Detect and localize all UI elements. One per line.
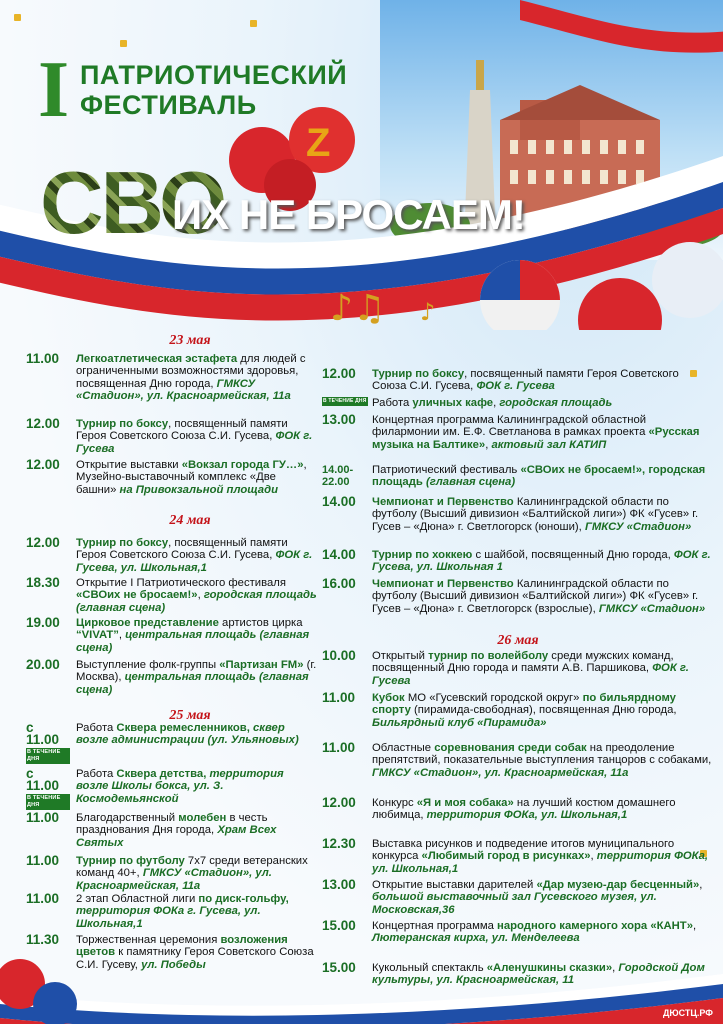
event-location: городская площадь (главная сцена)	[76, 589, 317, 614]
event-description	[372, 549, 712, 574]
event-description	[76, 768, 318, 805]
event-title: «СВОих не бросаем!»,	[520, 464, 646, 476]
event-text: Выступление фолк-группы	[76, 659, 220, 671]
confetti	[120, 40, 127, 47]
event-time: 16.00	[322, 576, 356, 591]
event-location: ГМКСУ «Стадион»	[598, 602, 706, 615]
event-description	[372, 742, 712, 779]
festival-title-line2: ФЕСТИВАЛЬ	[80, 90, 257, 120]
event-time: 11.00	[26, 853, 60, 868]
festival-title-line1: ПАТРИОТИЧЕСКИЙ	[80, 60, 348, 90]
event-text: , посвященный памяти Героя Советского Союза С.И. Гусева,	[76, 537, 288, 562]
event-location: ГМКСУ «Стадион»	[584, 520, 692, 533]
event-title: «Партизан FM»	[219, 659, 304, 671]
event-time: 11.00	[26, 351, 60, 366]
event-time: 12.00	[26, 457, 60, 472]
event-location: (главная сцена)	[425, 476, 516, 489]
event-description	[76, 722, 318, 747]
event-text: для людей с ограниченными возможностями здоровья, посвященная Дню города,	[76, 353, 306, 390]
event-text: ,	[699, 879, 703, 891]
event-title: уличных кафе	[412, 397, 494, 409]
event-text: ,	[612, 962, 616, 974]
event-time: 12.00	[26, 416, 60, 431]
daytime-tag: В ТЕЧЕНИЕ ДНЯ	[26, 794, 70, 810]
event-time: 14.00- 22.00	[322, 464, 354, 488]
event-time: 12.00	[26, 535, 60, 550]
event-text: Работа	[76, 768, 117, 780]
event-title: Чемпионат и Первенство	[372, 578, 514, 590]
event-title: по диск-гольфу,	[198, 893, 289, 905]
event-text: в честь празднования Дня города,	[76, 812, 268, 837]
event-location: центральная площадь (главная сцена)	[76, 629, 310, 654]
event-location: ГМКСУ «Стадион», ул. Красноармейская, 11а	[372, 766, 629, 779]
event-text: Работа	[76, 722, 117, 734]
event-title: «Дар музею-дар бесценный»	[536, 879, 700, 891]
event-description	[76, 855, 318, 892]
event-title: «Русская музыка на Балтике»	[372, 426, 700, 451]
event-description	[76, 812, 318, 849]
event-location: ФОК г. Гусева	[372, 662, 689, 687]
event-location: территория возле Школы бокса, ул. З. Космодемьянской	[76, 768, 284, 805]
event-description	[76, 617, 318, 654]
event-description	[372, 368, 712, 393]
poster-header	[0, 0, 723, 330]
event-location: ГМКСУ «Стадион», ул. Красноармейская, 11а	[76, 377, 291, 403]
event-time: с 11.00 В ТЕЧЕНИЕ ДНЯ	[26, 722, 70, 764]
event-time: 12.00	[322, 795, 356, 810]
event-location: ГМКСУ «Стадион», ул. Красноармейская, 11а	[76, 867, 272, 892]
event-location: территория ФОКа, ул. Школьная,1	[426, 809, 628, 822]
slogan: ИХ НЕ БРОСАЕМ!	[172, 191, 525, 238]
event-location: Бильярдный клуб «Пирамида»	[372, 716, 547, 729]
svg-text:Z: Z	[306, 121, 331, 165]
event-text: среди мужских команд, посвященный Дню города и памяти А.В. Паршикова,	[372, 650, 674, 675]
event-description	[372, 920, 712, 945]
event-title: “VIVAT”	[76, 629, 119, 642]
event-title: «Аленушкины сказки»	[486, 962, 613, 974]
event-time: 10.00	[322, 648, 356, 663]
event-time: 18.30	[26, 575, 60, 590]
event-text: (г. Москва),	[76, 659, 317, 684]
event-title: «Любимый город в рисунках»	[421, 850, 591, 863]
event-title: народного камерного хора «КАНТ»	[497, 920, 693, 932]
event-text: на преодоление препятствий, показательные выступления танцоров с собаками,	[372, 742, 712, 767]
event-description	[76, 353, 318, 403]
event-description	[76, 418, 318, 455]
event-text: ,	[485, 438, 489, 451]
event-text: Кукольный спектакль	[372, 962, 487, 974]
event-time: с 11.00 В ТЕЧЕНИЕ ДНЯ	[26, 768, 70, 810]
event-text: ,	[197, 589, 201, 602]
day-heading-23: 23 мая	[169, 333, 211, 348]
event-title: Турнир по хоккею	[372, 549, 473, 561]
event-text: ,	[693, 920, 697, 932]
event-description	[372, 838, 712, 875]
event-text: Калининградской области по футболу (Высший дивизион «Балтийской лиги») ФК «Гусев» г. Гусев – «Дюна» г. Светлогорск (взрослые),	[372, 578, 699, 615]
event-location: Лютеранская кирха, ул. Менделеева	[372, 932, 580, 945]
event-title: «СВОих не бросаем!»	[76, 589, 198, 602]
confetti	[250, 20, 257, 27]
event-description	[76, 459, 318, 496]
event-title: Сквера ремесленников,	[116, 722, 250, 734]
event-location: большой выставочный зал Гусевского музея, ул. Московская,36	[372, 891, 657, 916]
event-title: соревнования среди собак	[434, 742, 587, 754]
event-description	[372, 496, 712, 533]
festival-title	[80, 60, 347, 120]
event-location: Храм Всех Святых	[76, 824, 277, 849]
event-description	[372, 414, 712, 451]
event-text: МО «Гусевский городской округ»	[404, 692, 583, 704]
event-text: Конкурс	[372, 797, 417, 809]
event-text: Торжественная церемония	[76, 934, 221, 946]
svo-logo: СВО	[40, 153, 225, 252]
event-location: ФОК г. Гусева, ул. Школьная 1	[372, 549, 711, 574]
svg-text:♪: ♪	[420, 298, 436, 326]
event-time: 13.00	[322, 412, 356, 427]
event-text: , посвященный памяти Героя Советского Союза С.И. Гусева,	[76, 418, 288, 443]
event-time: 11.00	[322, 740, 356, 755]
event-location: ФОК г. Гусева	[476, 380, 555, 393]
event-text: ,	[590, 850, 594, 863]
event-time: 12.00	[322, 366, 356, 381]
event-title: молебен	[178, 812, 227, 824]
event-title: Цирковое представление	[76, 617, 219, 629]
event-title: Чемпионат и Первенство	[372, 496, 514, 508]
event-text: Открытие выставки дарителей	[372, 879, 537, 891]
event-title: возложения цветов	[76, 934, 288, 959]
event-description	[372, 464, 712, 489]
event-description	[76, 537, 318, 574]
event-time: 11.30	[26, 932, 60, 947]
event-location: ФОК г. Гусева	[76, 430, 313, 455]
event-description	[372, 397, 712, 409]
event-time: 13.00	[322, 877, 356, 892]
event-text: 7х7 среди ветеранских команд 40+,	[76, 855, 308, 880]
event-title: городская площадь	[372, 464, 706, 489]
event-location: ул. Победы	[141, 958, 206, 971]
event-title: Легкоатлетическая эстафета	[76, 353, 238, 365]
event-time: 12.30	[322, 836, 356, 851]
event-location: Городской Дом культуры, ул. Красноармейская, 11	[372, 962, 705, 987]
daytime-tag: В ТЕЧЕНИЕ ДНЯ	[323, 398, 367, 404]
event-text: Областные	[372, 742, 435, 754]
event-description	[76, 659, 318, 696]
event-text: Открытие I Патриотического фестиваля	[76, 577, 286, 589]
event-text: 2 этап Областной лиги	[76, 893, 199, 905]
day-heading-25: 25 мая	[169, 708, 211, 723]
event-description	[76, 893, 318, 930]
footer-watermark: ДЮСТЦ.РФ	[663, 1008, 713, 1018]
event-location: территория ФОКа, ул. Школьная,1	[372, 850, 709, 875]
event-text: к памятнику Героя Советского Союза С.И. Гусеву,	[76, 946, 314, 971]
day-heading-24: 24 мая	[169, 513, 211, 528]
event-title: Турнир по футболу	[76, 855, 185, 867]
event-time: 14.00	[322, 494, 356, 509]
event-text: , Музейно-выставочный комплекс «Две башни»	[76, 459, 307, 496]
event-text: Концертная программа Калининградской областной филармонии им. Е.Ф. Светланова в рамках проекта	[372, 414, 649, 439]
event-title: Кубок	[372, 692, 405, 704]
event-description	[372, 650, 712, 687]
event-description	[76, 934, 318, 971]
event-title: Турнир по боксу	[76, 537, 169, 549]
event-text: ,	[493, 397, 497, 409]
event-description	[372, 797, 712, 822]
event-text: Калининградской области по футболу (Высший дивизион «Балтийской лиги») ФК «Гусев» г. Гусев – «Дюна» г. Светлогорск (юноши),	[372, 496, 699, 533]
event-time: 20.00	[26, 657, 60, 672]
event-text: ,	[118, 629, 123, 642]
event-text: Работа	[372, 397, 413, 409]
event-text: , посвященный памяти Героя Советского Союза С.И. Гусева,	[372, 368, 679, 393]
event-description	[372, 879, 712, 916]
event-location: на Привокзальной площади	[119, 483, 278, 496]
event-location: ФОК г. Гусева, ул. Школьная,1	[76, 549, 313, 574]
event-description	[372, 578, 712, 615]
event-text: Благодарственный	[76, 812, 179, 824]
event-time: 11.00	[26, 891, 60, 906]
event-text: Патриотический фестиваль	[372, 464, 521, 476]
confetti	[14, 14, 21, 21]
event-title: турнир по волейболу	[428, 650, 549, 662]
event-time: 11.00	[26, 810, 60, 825]
event-title: Турнир по боксу	[372, 368, 465, 380]
event-location: территория ФОКа г. Гусева, ул. Школьная,1	[76, 905, 261, 930]
event-title: по бильярдному спорту	[372, 692, 676, 717]
event-time: 15.00	[322, 960, 356, 975]
event-location: центральная площадь (главная сцена)	[76, 671, 309, 696]
event-location: сквер возле администрации (ул. Ульяновых)	[76, 722, 299, 747]
event-time: 15.00	[322, 918, 356, 933]
event-time: 14.00	[322, 547, 356, 562]
event-title: Турнир по боксу	[76, 418, 169, 430]
event-text: (пирамида-свободная), посвященная Дню города,	[410, 704, 677, 717]
festival-number: I	[38, 46, 70, 134]
event-text: с шайбой, посвященный Дню города,	[472, 549, 671, 561]
event-text: Открытый	[372, 650, 429, 662]
event-time: 11.00	[322, 690, 356, 705]
event-text: Открытие выставки	[76, 459, 182, 471]
event-location: городская площадь	[499, 397, 613, 409]
event-description	[372, 962, 712, 987]
day-heading-26: 26 мая	[497, 633, 539, 648]
event-title: Сквера детства,	[116, 768, 207, 780]
event-text: Концертная программа	[372, 920, 498, 932]
event-description	[372, 692, 712, 729]
event-text: Выставка рисунков и подведение итогов муниципального конкурса	[372, 838, 675, 863]
event-text: на лучший костюм домашнего любимца,	[372, 797, 676, 822]
event-location: актовый зал КАТИП	[491, 438, 607, 451]
event-title: «Я и моя собака»	[416, 797, 514, 809]
event-description	[76, 577, 318, 614]
svg-text:♪♫: ♪♫	[330, 288, 386, 329]
event-title: «Вокзал города ГУ…»	[181, 459, 304, 471]
event-text: артистов цирка	[218, 617, 303, 629]
event-time: 19.00	[26, 615, 60, 630]
daytime-tag: В ТЕЧЕНИЕ ДНЯ	[26, 748, 70, 764]
